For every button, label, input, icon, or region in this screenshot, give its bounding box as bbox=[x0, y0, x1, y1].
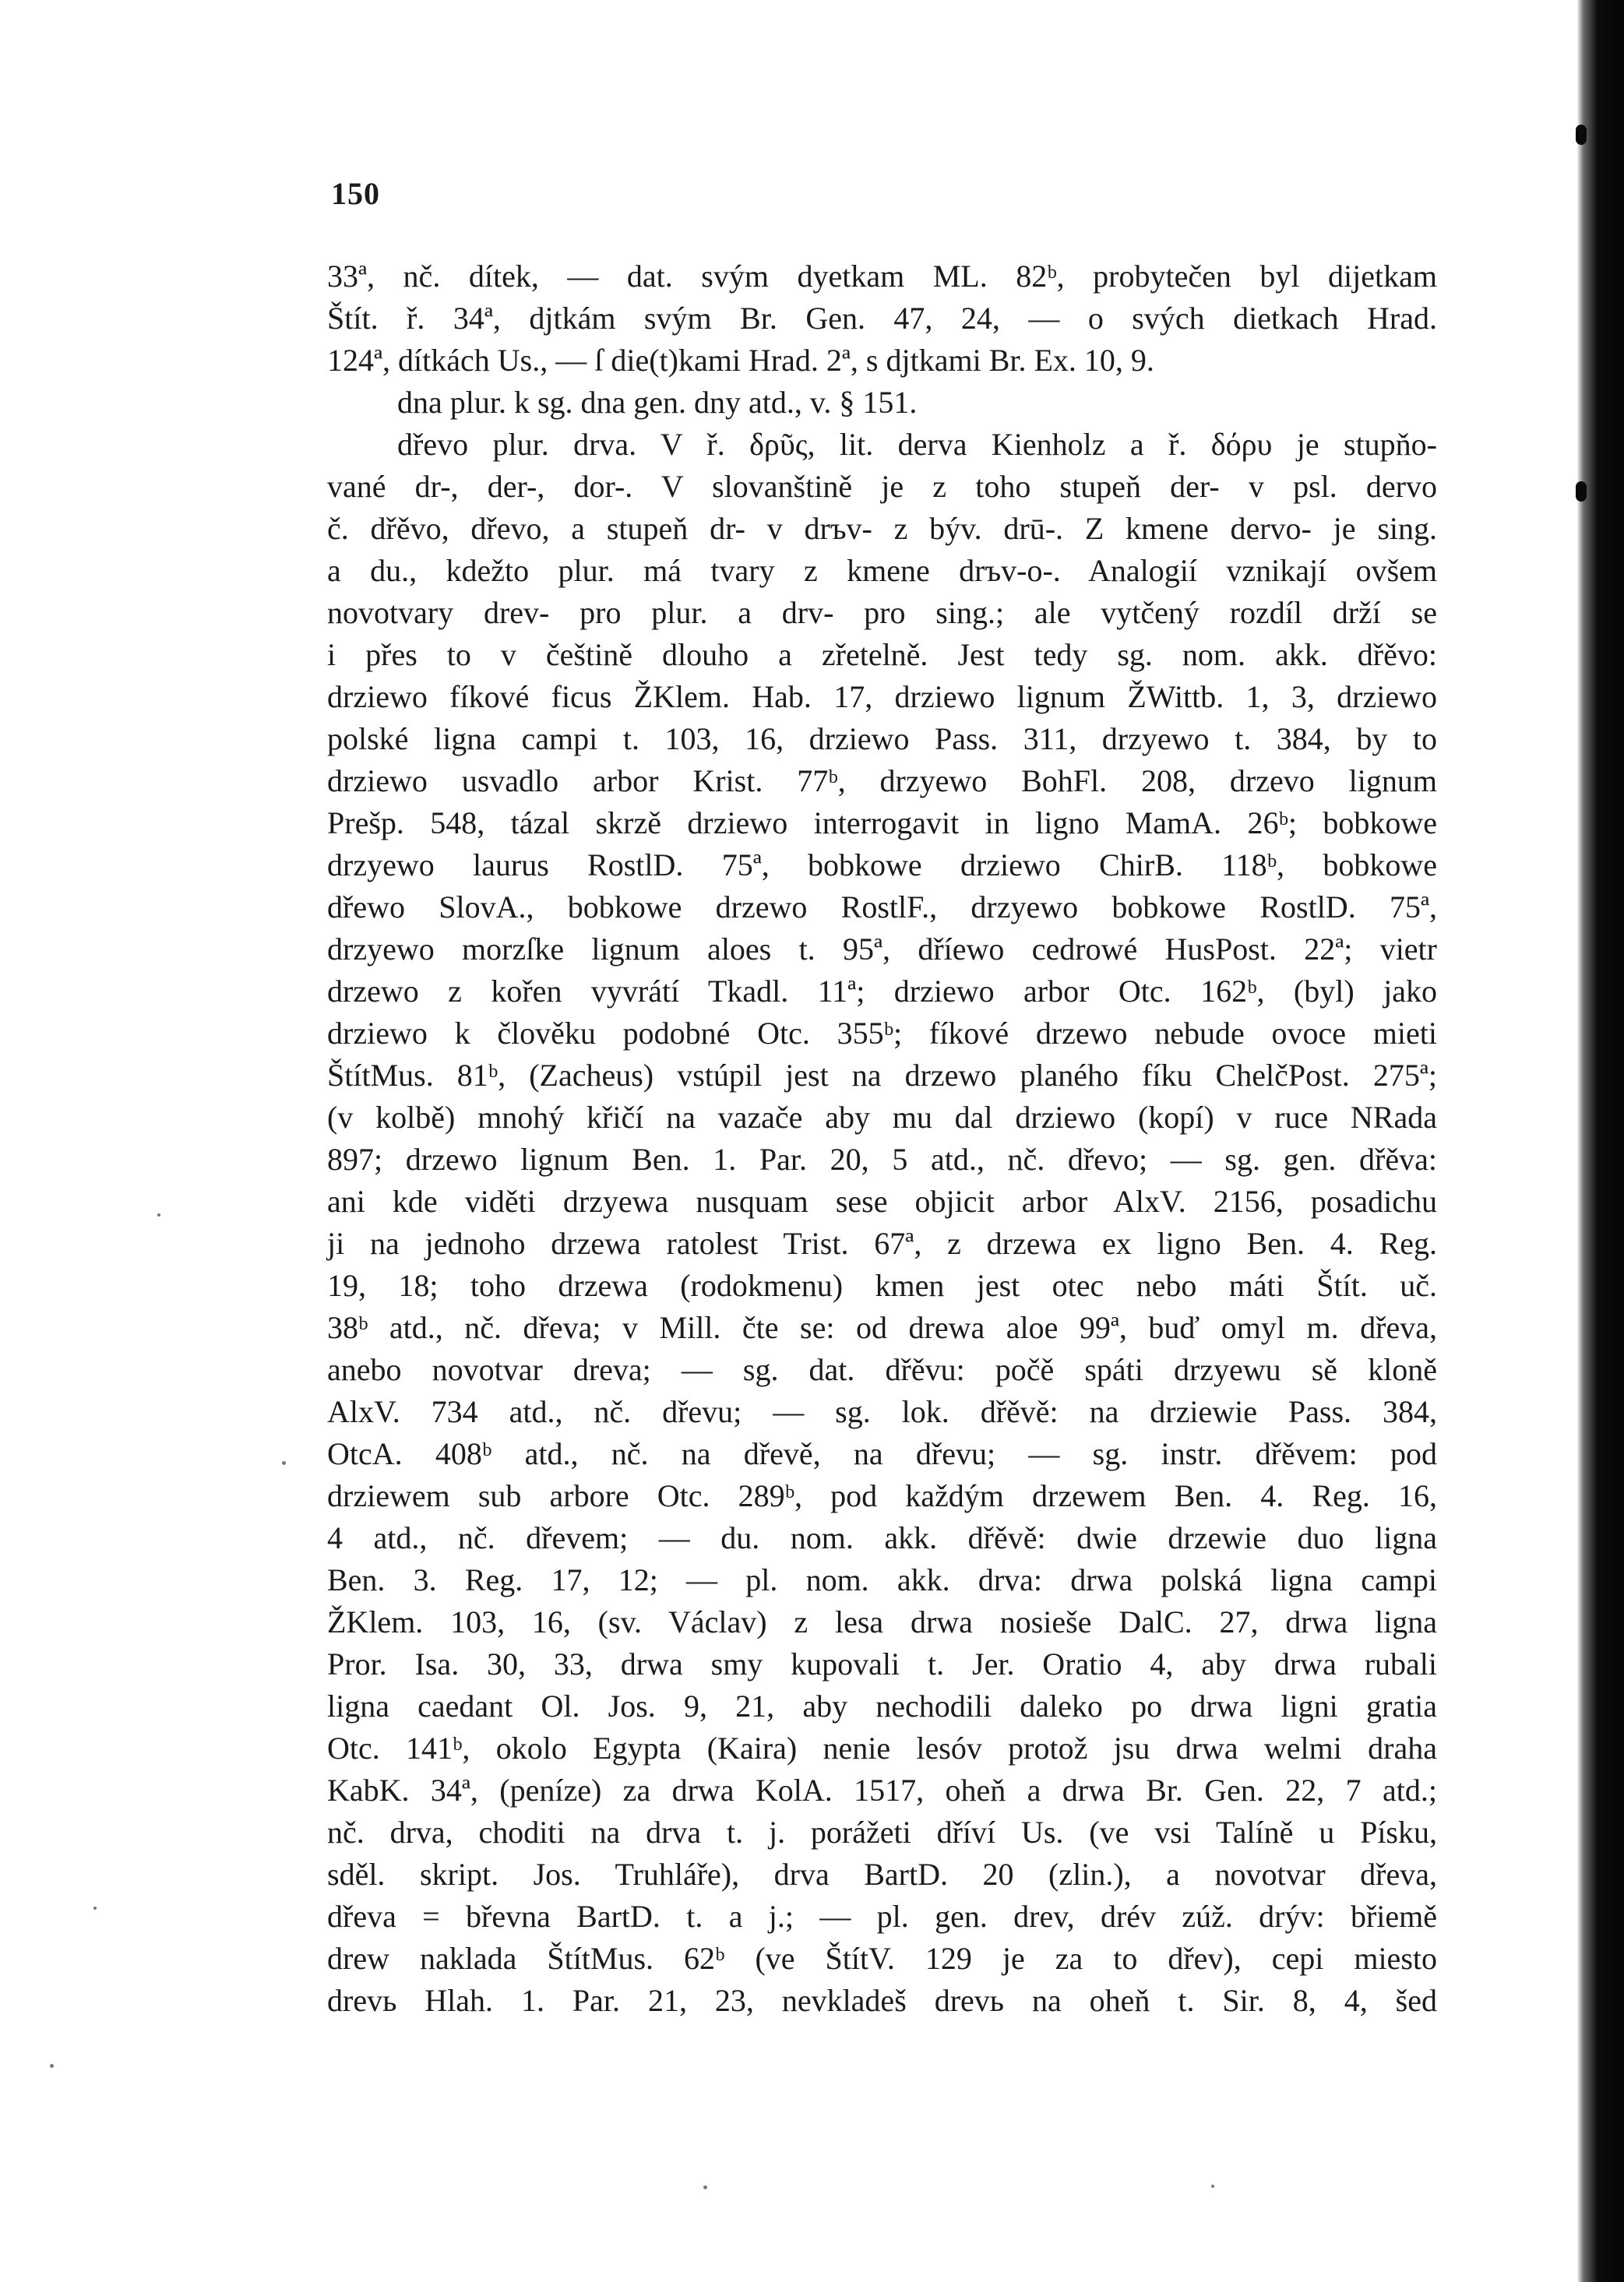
text-line: ligna caedant Ol. Jos. 9, 21, aby nechodili daleko po drwa ligni gratia bbox=[327, 1689, 1437, 1724]
text-line: novotvary drev- pro plur. a drv- pro sing.; ale vytčený rozdíl drží se bbox=[327, 595, 1437, 630]
text-line: vané dr-, der-, dor-. V slovanštině je z toho stupeň der- v psl. dervo bbox=[327, 469, 1437, 504]
text-line: KabK. 34ª, (peníze) za drwa KolA. 1517, oheň a drwa Br. Gen. 22, 7 atd.; bbox=[327, 1773, 1437, 1808]
text-line: anebo novotvar dreva; — sg. dat. dřěvu: počě spáti drzyewu sě kloně bbox=[327, 1352, 1437, 1387]
text-line: 33ª, nč. dítek, — dat. svým dyetkam ML. 82ᵇ, probytečen byl dijetkam bbox=[327, 259, 1437, 294]
text-line: (v kolbě) mnohý křičí na vazače aby mu dal drziewo (kopí) v ruce NRada bbox=[327, 1100, 1437, 1135]
scan-speck bbox=[1211, 2185, 1214, 2188]
text-line: OtcA. 408ᵇ atd., nč. na dřevě, na dřevu; — sg. instr. dřěvem: pod bbox=[327, 1436, 1437, 1471]
text-line: nč. drva, choditi na drva t. j. porážeti dříví Us. (ve vsi Talíně u Písku, bbox=[327, 1815, 1437, 1850]
text-line: AlxV. 734 atd., nč. dřevu; — sg. lok. dřěvě: na drziewie Pass. 384, bbox=[327, 1394, 1437, 1429]
text-line: ani kde viděti drzyewa nusquam sese objicit arbor AlxV. 2156, posadichu bbox=[327, 1184, 1437, 1219]
text-line: drzyewo laurus RostlD. 75ª, bobkowe drziewo ChirB. 118ᵇ, bobkowe bbox=[327, 847, 1437, 882]
scan-speck bbox=[703, 2185, 707, 2189]
text-line: drziewo fíkové ficus ŽKlem. Hab. 17, drziewo lignum ŽWittb. 1, 3, drziewo bbox=[327, 679, 1437, 714]
text-line: drzewo z kořen vyvrátí Tkadl. 11ª; drziewo arbor Otc. 162ᵇ, (byl) jako bbox=[327, 974, 1437, 1009]
text-line: dřeva = břevna BartD. t. a j.; — pl. gen. drev, drév zúž. drýv: břiemě bbox=[327, 1899, 1437, 1934]
text-line: ŽKlem. 103, 16, (sv. Václav) z lesa drwa nosieše DalC. 27, drwa ligna bbox=[327, 1604, 1437, 1639]
scan-speck bbox=[50, 2064, 54, 2068]
text-line: Otc. 141ᵇ, okolo Egypta (Kaira) nenie lesóv protož jsu drwa welmi draha bbox=[327, 1731, 1437, 1766]
scan-dark-edge bbox=[1577, 0, 1624, 2282]
page-number: 150 bbox=[331, 176, 380, 211]
text-line: a du., kdežto plur. má tvary z kmene drъv-o-. Analogií vznikají ovšem bbox=[327, 553, 1437, 588]
text-line: 124ª, dítkách Us., — ſ die(t)kami Hrad. 2ª, s djtkami Br. Ex. 10, 9. bbox=[327, 343, 1154, 378]
text-line: Štít. ř. 34ª, djtkám svým Br. Gen. 47, 24, — o svých dietkach Hrad. bbox=[327, 301, 1437, 336]
text-line: 38ᵇ atd., nč. dřeva; v Mill. čte se: od drewa aloe 99ª, buď omyl m. dřeva, bbox=[327, 1310, 1437, 1345]
edge-tab-mark bbox=[1576, 481, 1587, 502]
text-line: 4 atd., nč. dřevem; — du. nom. akk. dřěvě: dwie drzewie duo ligna bbox=[327, 1520, 1437, 1555]
text-line: dřewo SlovA., bobkowe drzewo RostlF., drzyewo bobkowe RostlD. 75ª, bbox=[327, 889, 1437, 924]
scan-speck bbox=[157, 1213, 160, 1217]
text-line: ŠtítMus. 81ᵇ, (Zacheus) vstúpil jest na drzewo planého fíku ChelčPost. 275ª; bbox=[327, 1058, 1437, 1093]
text-line: dřevo plur. drva. V ř. δρῦς, lit. derva Kienholz a ř. δόρυ je stupňo- bbox=[397, 427, 1437, 462]
text-line: drew naklada ŠtítMus. 62ᵇ (ve ŠtítV. 129 je za to dřev), cepi miesto bbox=[327, 1941, 1437, 1976]
text-line: 897; drzewo lignum Ben. 1. Par. 20, 5 atd., nč. dřevo; — sg. gen. dřěva: bbox=[327, 1142, 1437, 1177]
text-line: č. dřěvo, dřevo, a stupeň dr- v drъv- z býv. drū-. Z kmene dervo- je sing. bbox=[327, 511, 1437, 546]
text-line: Ben. 3. Reg. 17, 12; — pl. nom. akk. drva: drwa polská ligna campi bbox=[327, 1562, 1437, 1597]
text-line: drevь Hlah. 1. Par. 21, 23, nevkladeš drevь na oheň t. Sir. 8, 4, šed bbox=[327, 1983, 1437, 2018]
text-line: Prešp. 548, tázal skrzě drziewo interrogavit in ligno MamA. 26ᵇ; bobkowe bbox=[327, 805, 1437, 840]
text-line: drziewo usvadlo arbor Krist. 77ᵇ, drzyewo BohFl. 208, drzevo lignum bbox=[327, 763, 1437, 798]
text-line: polské ligna campi t. 103, 16, drziewo Pass. 311, drzyewo t. 384, by to bbox=[327, 721, 1437, 756]
text-line: i přes to v češtině dlouho a zřetelně. Jest tedy sg. nom. akk. dřěvo: bbox=[327, 637, 1437, 672]
text-line: drzyewo morzſke lignum aloes t. 95ª, dříewo cedrowé HusPost. 22ª; vietr bbox=[327, 931, 1437, 967]
text-line: Pror. Isa. 30, 33, drwa smy kupovali t. Jer. Oratio 4, aby drwa rubali bbox=[327, 1646, 1437, 1682]
text-line: sděl. skript. Jos. Truhláře), drva BartD. 20 (zlin.), a novotvar dřeva, bbox=[327, 1857, 1437, 1892]
text-line: ji na jednoho drzewa ratolest Trist. 67ª, z drzewa ex ligno Ben. 4. Reg. bbox=[327, 1226, 1437, 1261]
text-line: 19, 18; toho drzewa (rodokmenu) kmen jest otec nebo máti Štít. uč. bbox=[327, 1268, 1437, 1303]
text-line: drziewo k člověku podobné Otc. 355ᵇ; fíkové drzewo nebude ovoce mieti bbox=[327, 1016, 1437, 1051]
scan-speck bbox=[282, 1461, 286, 1465]
scan-speck bbox=[93, 1907, 97, 1910]
text-line: dna plur. k sg. dna gen. dny atd., v. § 151. bbox=[397, 385, 918, 420]
text-line: drziewem sub arbore Otc. 289ᵇ, pod každým drzewem Ben. 4. Reg. 16, bbox=[327, 1478, 1437, 1513]
edge-tab-mark bbox=[1576, 125, 1587, 145]
dictionary-entry-text bbox=[327, 255, 1437, 2022]
